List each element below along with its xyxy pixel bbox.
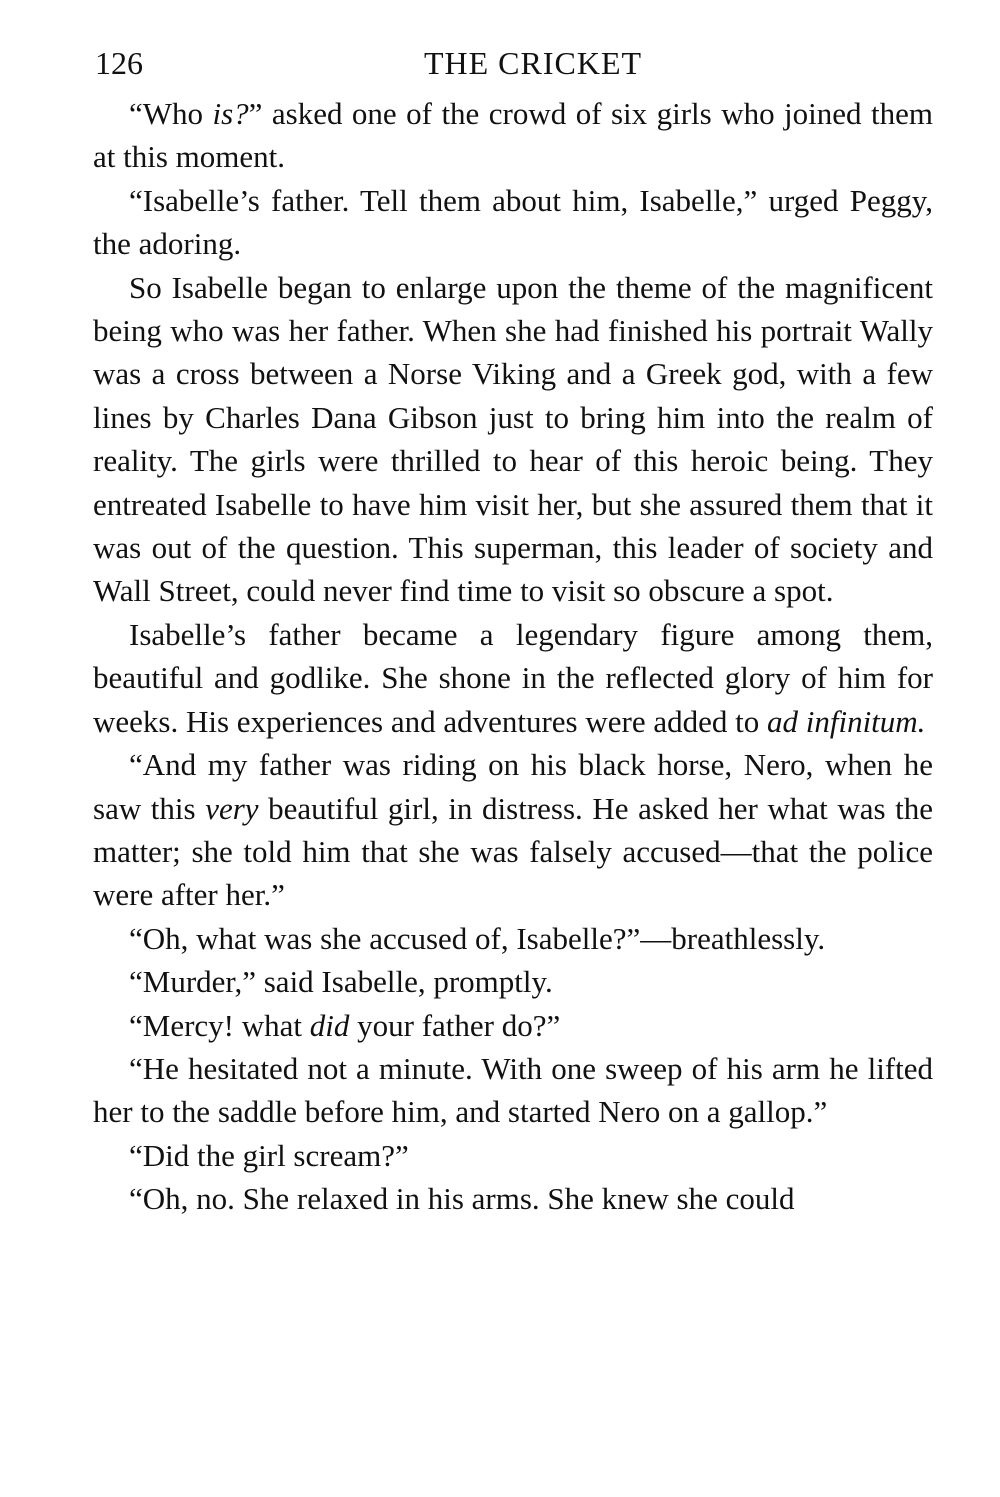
paragraph (93, 960, 933, 1003)
text-run: “Who (129, 96, 213, 131)
book-page (93, 38, 933, 1221)
italic-text: is? (212, 96, 249, 131)
text-run: “Murder,” said Isabelle, promptly. (129, 964, 553, 1000)
text-run: “Oh, what was she accused of, Isabelle?”—breathlessly. (129, 920, 826, 956)
page-number: 126 (95, 45, 143, 81)
text-run: “Isabelle’s father. Tell them about him, Isabelle,” urged Peggy, the adoring. (93, 182, 933, 262)
text-run: “Mercy! what (129, 1007, 310, 1043)
paragraph (93, 266, 933, 613)
paragraph (93, 917, 933, 960)
text-run: beautiful girl, in distress. He asked her what was the matter; she told him that she was falsely accused—that the police were after her.” (93, 790, 934, 913)
italic-text: very (205, 790, 259, 826)
text-run: Isabelle’s father became a legendary figure among them, beautiful and godlike. She shone in the reflected glory of him for weeks. His experiences and adventures were added to (93, 616, 933, 739)
text-run: “Oh, no. She relaxed in his arms. She knew she could (129, 1181, 795, 1217)
paragraph (93, 743, 933, 917)
italic-text: ad infinitum. (766, 703, 926, 739)
paragraph (93, 613, 933, 743)
paragraph (93, 92, 933, 179)
paragraph (93, 1047, 933, 1134)
text-run: So Isabelle began to enlarge upon the theme of the magnificent being who was her father. When she had finished his portrait Wally was a cross between a Norse Viking and a Greek god, with a few lines by Charles Dana Gibson just to bring him into the realm of reality. The girls were thrilled to hear of this heroic being. They entreated Isabelle to have him visit her, but she assured them that it was out of the question. This superman, this leader of society and Wall Street, could never find time to visit so obscure a spot. (93, 269, 933, 609)
running-head: THE CRICKET (423, 45, 643, 81)
body-text (93, 92, 933, 1221)
paragraph (93, 1134, 933, 1177)
text-run: your father do?” (349, 1007, 561, 1043)
text-run: ” asked one of the crowd of six girls who joined them at this moment. (93, 96, 933, 175)
page-header (93, 38, 933, 88)
italic-text: did (309, 1007, 350, 1043)
paragraph (93, 179, 933, 266)
paragraph (93, 1004, 933, 1047)
text-run: “He hesitated not a minute. With one sweep of his arm he lifted her to the saddle before him, and started Nero on a gallop.” (93, 1050, 933, 1130)
text-run: “And my father was riding on his black horse, Nero, when he saw this (93, 747, 933, 826)
paragraph-last-line (93, 1177, 933, 1220)
text-run: “Did the girl scream?” (129, 1137, 409, 1173)
